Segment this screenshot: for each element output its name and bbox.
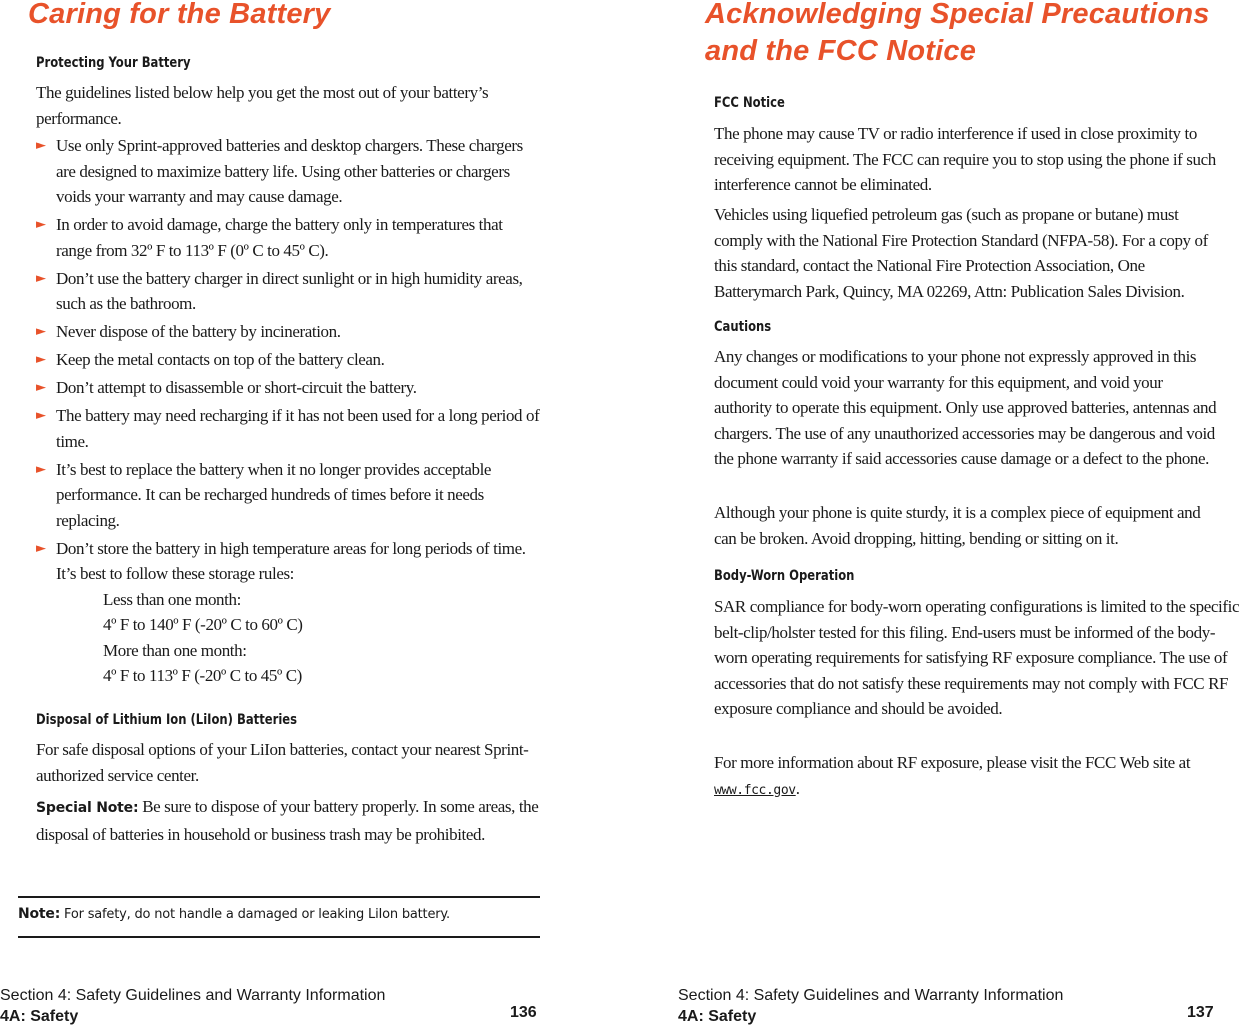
footer-subsection: 4A: Safety [678,1008,757,1025]
list-item: ► The battery may need recharging if it has not been used for a long period of time. [36,403,542,454]
page-title-line-2: and the FCC Notice [705,35,977,67]
bullet-arrow-icon: ► [36,138,46,153]
list-item: ► Don’t store the battery in high temperature areas for long periods of time. It’s best to follow these storage rules: Less than one month: 4º F to 140º F (-20º C to 60º C) More than one month: 4º F to 113º F (-20º C to 45º C) [36,536,542,689]
footer-section: Section 4: Safety Guidelines and Warranty Information [678,987,1064,1004]
fcc-website-link[interactable]: www.fcc.gov [714,782,796,798]
page-title-line-1: Acknowledging Special Precautions [705,0,1210,30]
disposal-text: For safe disposal options of your LiIon batteries, contact your nearest Sprint-authorized service center. [36,740,529,785]
list-item: ► It’s best to replace the battery when it no longer provides acceptable performance. It can be recharged hundreds of times before it needs replacing. [36,457,542,534]
list-item: ► Never dispose of the battery by incineration. [36,319,542,345]
rf-info-period: . [795,778,800,798]
special-note-label: Special Note: [36,800,139,816]
list-item: ► Don’t use the battery charger in direct sunlight or in high humidity areas, such as the bathroom. [36,266,542,317]
list-item: ► Don’t attempt to disassemble or short-circuit the battery. [36,375,542,401]
bullet-arrow-icon: ► [36,408,46,423]
bullet-arrow-icon: ► [36,380,46,395]
list-item: ► In order to avoid damage, charge the battery only in temperatures that range from 32º F to 113º F (0º C to 45º C). [36,212,542,263]
right-page [680,0,1245,1026]
page-footer [678,985,1063,1027]
footer-section: Section 4: Safety Guidelines and Warranty Information [0,987,386,1004]
left-page [0,0,560,1026]
protecting-intro: The guidelines listed below help you get the most out of your battery’s performance. [36,83,489,128]
bullet-arrow-icon: ► [36,461,46,477]
rf-info-text: For more information about RF exposure, please visit the FCC Web site at [714,753,1191,772]
body-worn-paragraph-1: SAR compliance for body-worn operating configurations is limited to the specific belt-clip/holster tested for this filing. End-users must be informed of the body-worn operating requirements for satisfying RF exposure compliance. The use of accessories that do not satisfy these requirements may not comply with FCC RF exposure compliance and should be avoided. [714,597,1240,718]
bullet-arrow-icon: ► [36,352,46,367]
section-heading-protecting: Protecting Your Battery [36,55,191,71]
cautions-paragraph-2: Although your phone is quite sturdy, it is a complex piece of equipment and can be broken. Avoid dropping, hitting, bending or sitting on it. [714,503,1201,548]
note-box [18,896,540,938]
section-heading-cautions: Cautions [714,319,772,335]
cautions-paragraph-1: Any changes or modifications to your phone not expressly approved in this document could void your warranty for this equipment, and void your authority to operate this equipment. Only use approved batteries, antennas and chargers. The use of any unauthorized accessories may be dangerous and void the phone warranty if said accessories cause damage or a defect to the phone. [714,347,1217,468]
bullet-arrow-icon: ► [36,217,46,232]
bullet-arrow-icon: ► [36,270,46,286]
battery-guidelines-list [36,133,542,691]
storage-rule: Less than one month: [103,589,241,609]
note-label: Note: [18,906,61,922]
page-title [705,0,1210,70]
special-note [36,794,541,847]
page-title: Caring for the Battery [28,0,331,30]
note-text: For safety, do not handle a damaged or leaking LiIon battery. [60,907,450,922]
special-note-text: Be sure to dispose of your battery properly. In some areas, the disposal of batteries in household or business trash may be prohibited. [36,797,539,844]
fcc-paragraph-1: The phone may cause TV or radio interference if used in close proximity to receiving equipment. The FCC can require you to stop using the phone if such interference cannot be eliminated. [714,124,1216,194]
fcc-paragraph-2: Vehicles using liquefied petroleum gas (such as propane or butane) must comply with the National Fire Protection Standard (NFPA-58). For a copy of this standard, contact the National Fire Protection Association, One Batterymarch Park, Quincy, MA 02269, Attn: Publication Sales Division. [714,205,1208,301]
list-item: ► Use only Sprint-approved batteries and desktop chargers. These chargers are designed to maximize battery life. Using other batteries or chargers voids your warranty and may cause damage. [36,133,542,210]
bullet-arrow-icon: ► [36,324,46,339]
list-item: ► Keep the metal contacts on top of the battery clean. [36,347,542,373]
storage-rule: More than one month: [103,640,247,660]
storage-rule: 4º F to 113º F (-20º C to 45º C) [103,666,302,685]
section-heading-fcc: FCC Notice [714,95,785,111]
page-footer [0,985,385,1027]
section-heading-body-worn: Body-Worn Operation [714,568,855,584]
storage-rule: 4º F to 140º F (-20º C to 60º C) [103,615,303,634]
page-number: 137 [1187,1004,1214,1021]
body-worn-paragraph-2 [714,750,1244,803]
footer-subsection: 4A: Safety [0,1008,79,1025]
section-heading-disposal: Disposal of Lithium Ion (LiIon) Batteries [36,712,298,728]
page-number: 136 [510,1004,537,1021]
bullet-arrow-icon: ► [36,540,46,556]
